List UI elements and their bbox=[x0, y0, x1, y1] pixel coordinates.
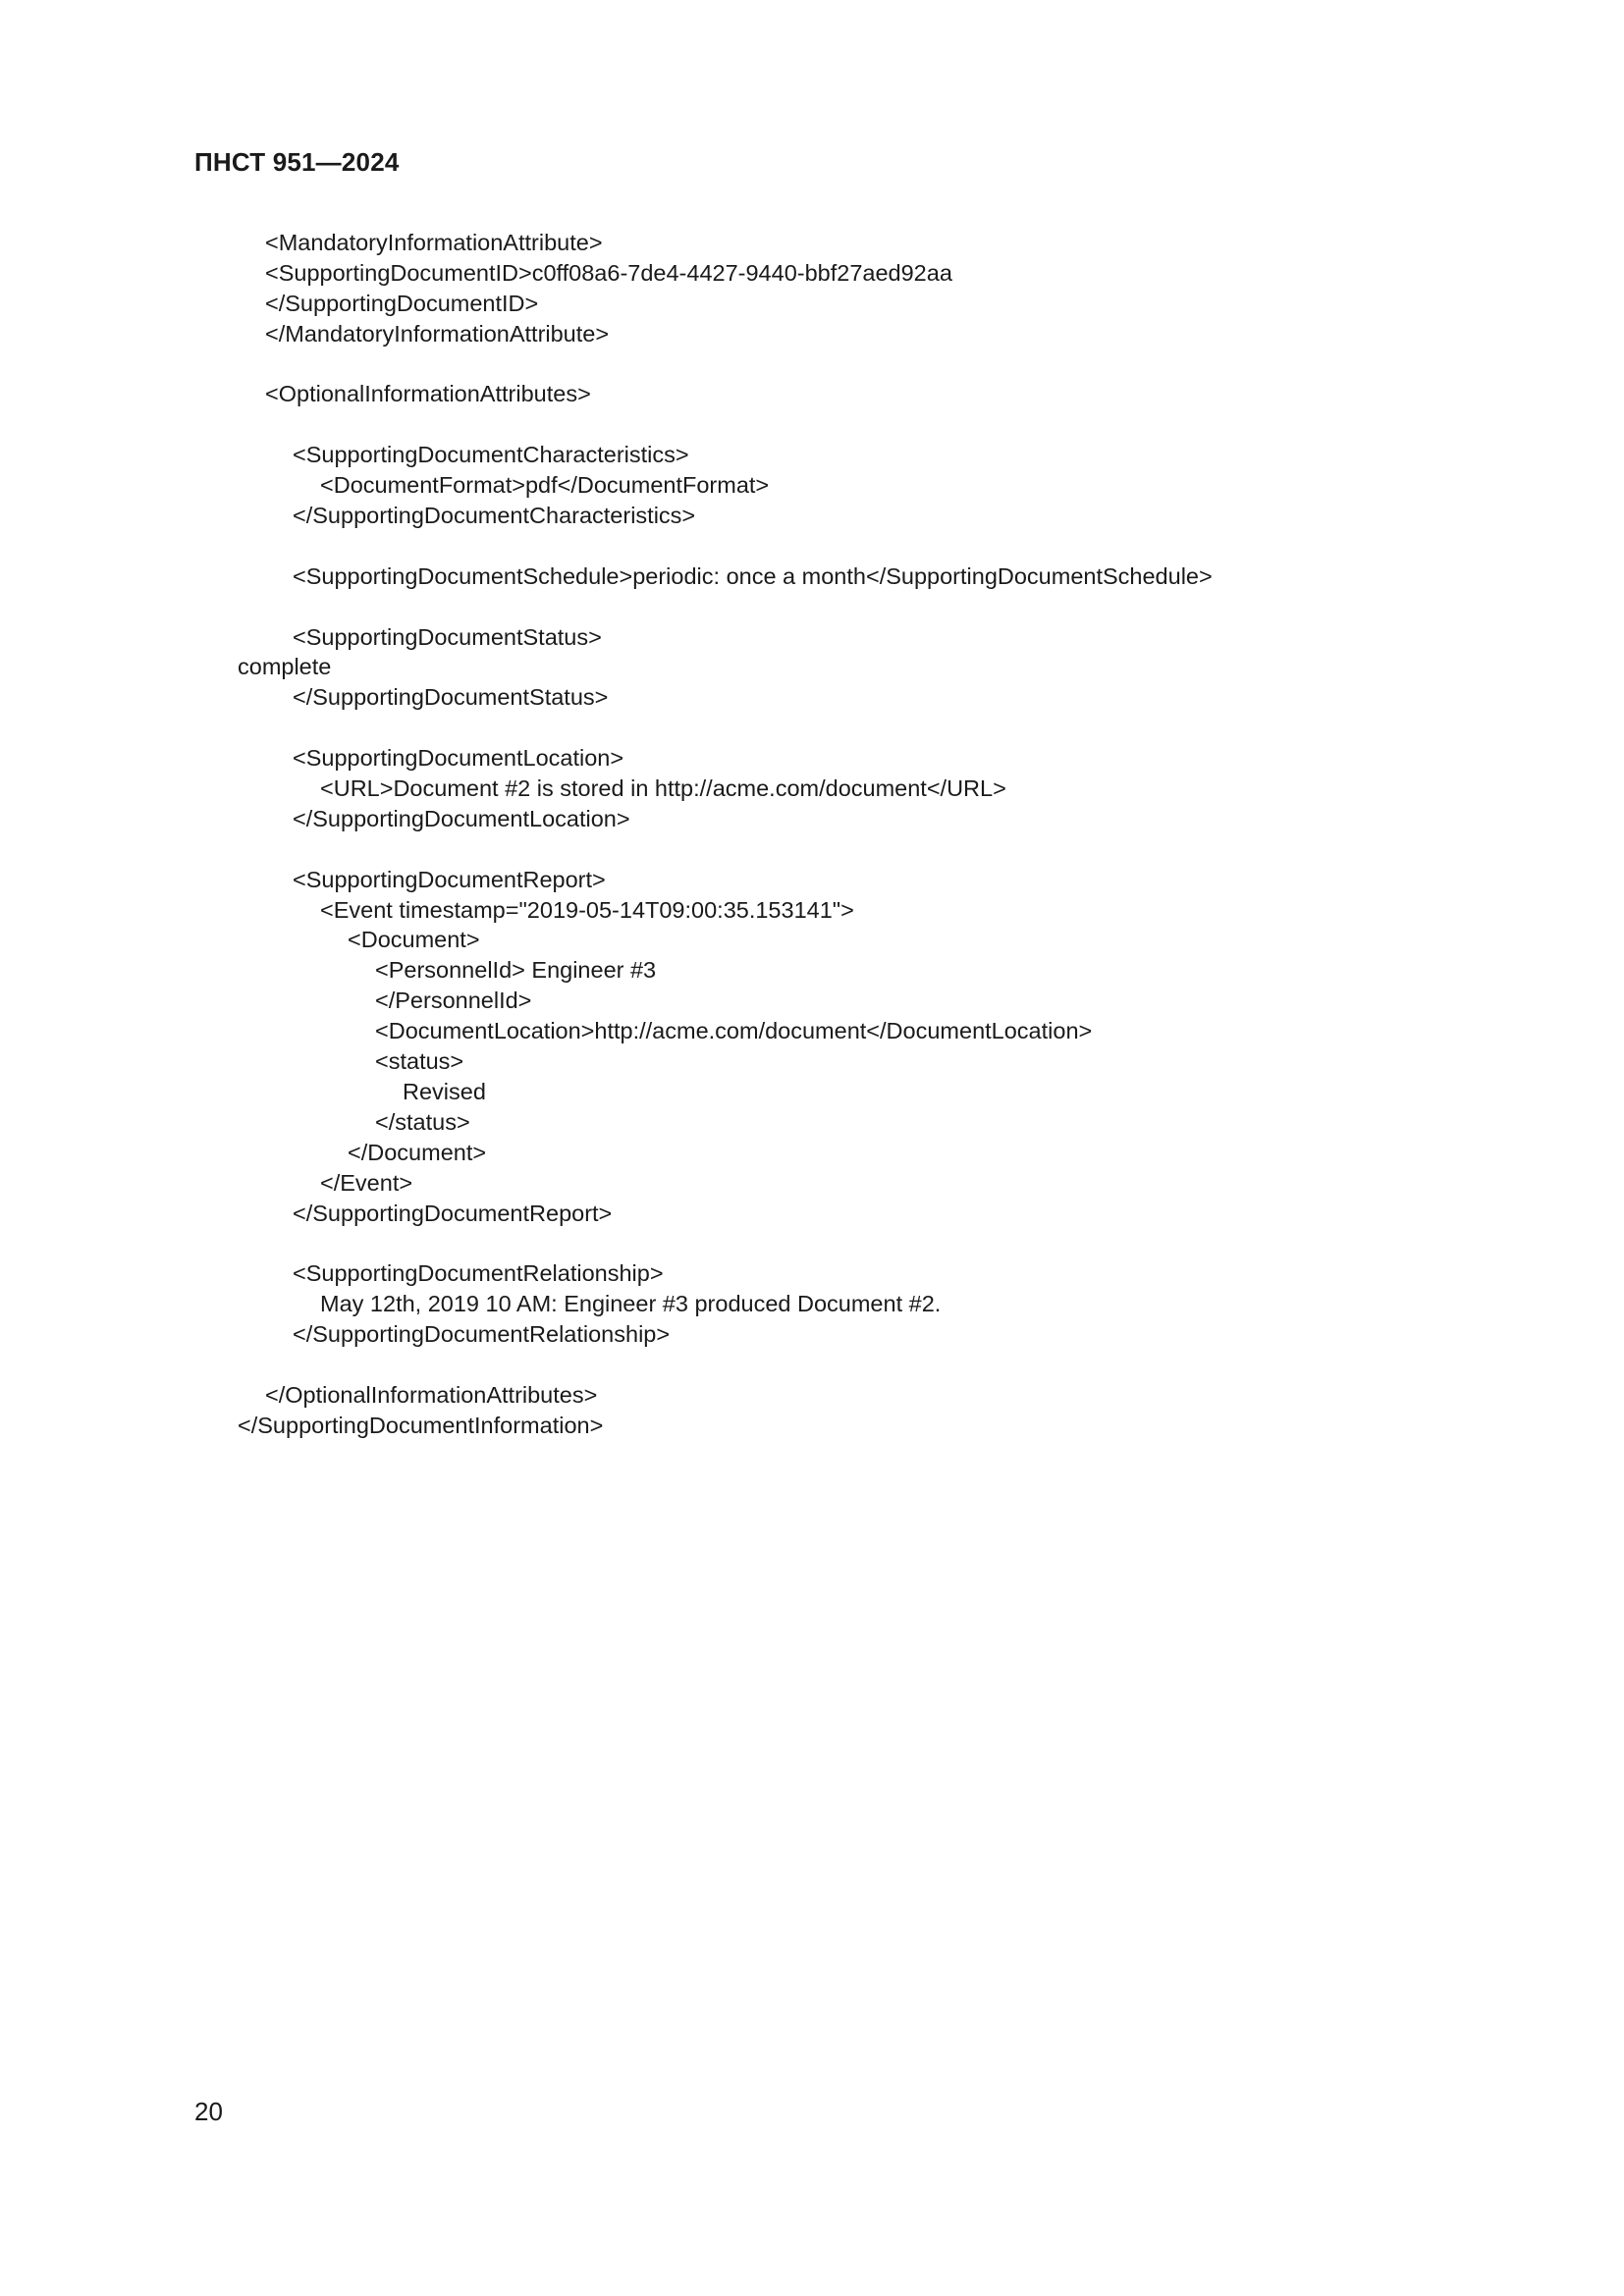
code-line: <SupportingDocumentLocation> bbox=[293, 745, 624, 772]
code-line: <SupportingDocumentSchedule>periodic: once a month</SupportingDocumentSchedule> bbox=[293, 562, 1213, 589]
code-line: <DocumentFormat>pdf</DocumentFormat> bbox=[320, 472, 770, 499]
code-line: </SupportingDocumentReport> bbox=[293, 1200, 613, 1226]
code-blank-line bbox=[238, 592, 1213, 622]
page-number: 20 bbox=[194, 2097, 223, 2126]
code-line: </Event> bbox=[320, 1169, 413, 1196]
code-line: </SupportingDocumentLocation> bbox=[293, 805, 630, 831]
code-blank-line bbox=[238, 349, 1213, 380]
code-line: <SupportingDocumentRelationship> bbox=[293, 1260, 664, 1287]
code-line: <SupportingDocumentID>c0ff08a6-7de4-4427-9440-bbf27aed92aa bbox=[265, 259, 952, 286]
code-blank-line bbox=[238, 713, 1213, 743]
code-blank-line bbox=[238, 1228, 1213, 1258]
code-line: Revised bbox=[403, 1078, 486, 1104]
code-line: </PersonnelId> bbox=[375, 988, 532, 1014]
code-line: <PersonnelId> Engineer #3 bbox=[375, 957, 657, 984]
code-line: <Document> bbox=[348, 927, 480, 953]
xml-code-listing bbox=[238, 228, 1213, 1441]
code-line: </SupportingDocumentStatus> bbox=[293, 684, 609, 711]
code-line: <URL>Document #2 is stored in http://acme.com/document</URL> bbox=[320, 775, 1006, 802]
code-line: <status> bbox=[375, 1048, 464, 1075]
code-line: <SupportingDocumentStatus> bbox=[293, 623, 602, 650]
code-blank-line bbox=[238, 409, 1213, 440]
code-line: May 12th, 2019 10 AM: Engineer #3 produced Document #2. bbox=[320, 1291, 942, 1317]
code-line: <SupportingDocumentCharacteristics> bbox=[293, 442, 689, 468]
code-line: </SupportingDocumentInformation> bbox=[238, 1412, 604, 1438]
code-line: </SupportingDocumentCharacteristics> bbox=[293, 503, 696, 529]
code-line: </status> bbox=[375, 1108, 470, 1135]
code-line: </SupportingDocumentID> bbox=[265, 290, 539, 316]
code-blank-line bbox=[238, 531, 1213, 561]
code-line: </SupportingDocumentRelationship> bbox=[293, 1321, 671, 1348]
code-line: <SupportingDocumentReport> bbox=[293, 866, 606, 892]
code-line: </MandatoryInformationAttribute> bbox=[265, 320, 610, 347]
code-blank-line bbox=[238, 1350, 1213, 1380]
code-line: </Document> bbox=[348, 1139, 487, 1165]
code-line: complete bbox=[238, 654, 332, 680]
code-line: <OptionalInformationAttributes> bbox=[265, 381, 591, 407]
page-header-title: ПНСТ 951—2024 bbox=[194, 147, 400, 177]
code-line: <DocumentLocation>http://acme.com/document</DocumentLocation> bbox=[375, 1018, 1093, 1044]
code-blank-line bbox=[238, 834, 1213, 865]
code-line: <MandatoryInformationAttribute> bbox=[265, 230, 603, 255]
code-line: </OptionalInformationAttributes> bbox=[265, 1381, 598, 1408]
code-line: <Event timestamp="2019-05-14T09:00:35.153141"> bbox=[320, 896, 854, 923]
